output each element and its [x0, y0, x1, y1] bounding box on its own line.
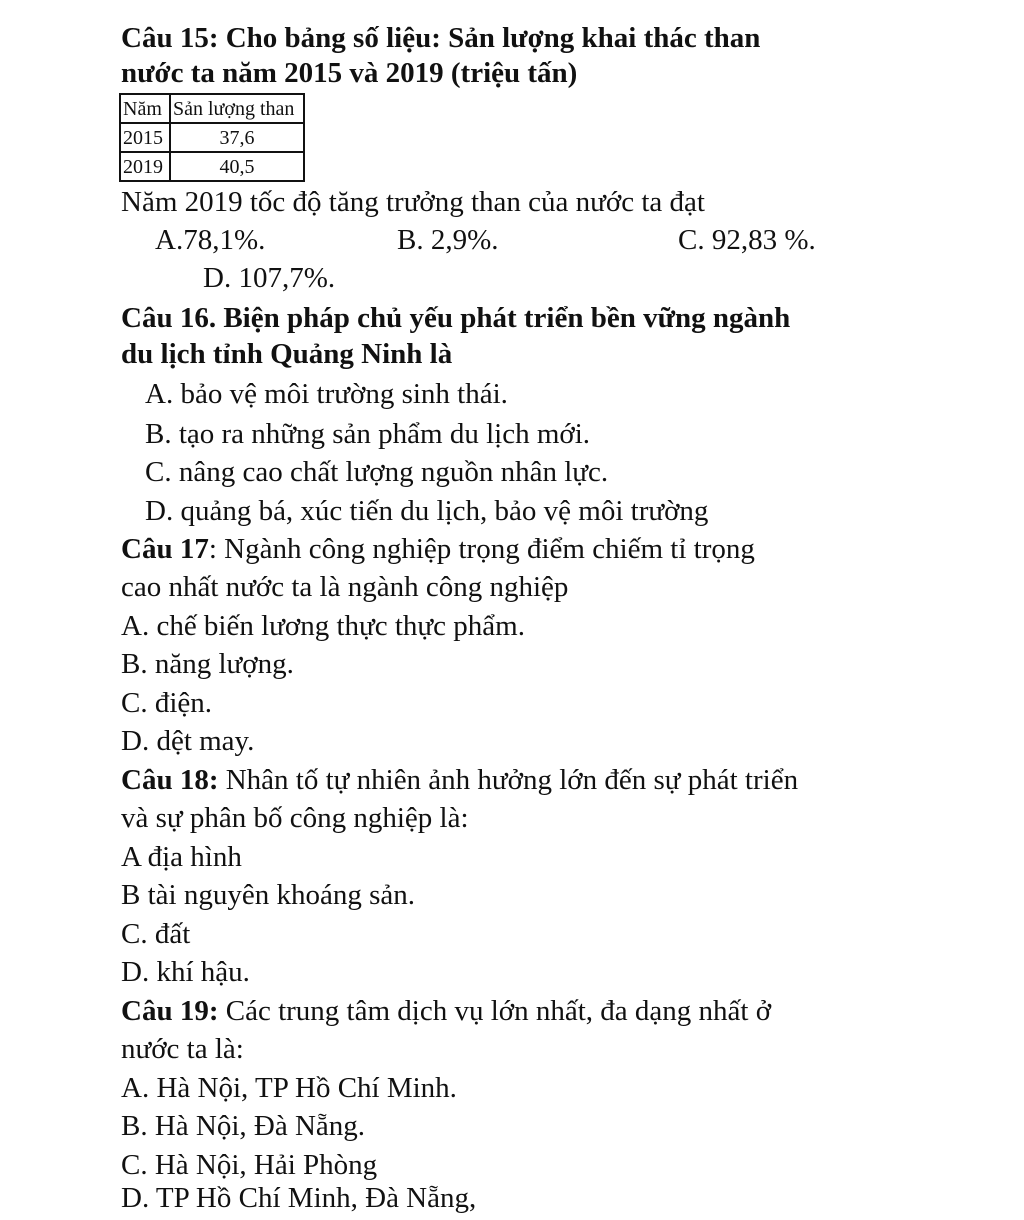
q16-option-d: D. quảng bá, xúc tiến du lịch, bảo vệ môi trường: [145, 495, 709, 527]
q19-question-cont: nước ta là:: [121, 1033, 244, 1065]
q17-option-d: D. dệt may.: [121, 725, 255, 757]
q15-option-c: C. 92,83 %.: [678, 224, 816, 256]
q19-option-a: A. Hà Nội, TP Hồ Chí Minh.: [121, 1072, 457, 1104]
q15-option-b: B. 2,9%.: [397, 224, 499, 256]
q17-option-c: C. điện.: [121, 687, 213, 719]
table-cell-output: 40,5: [170, 152, 304, 181]
table-row: [120, 152, 304, 181]
coal-output-table: [119, 93, 305, 182]
q15-option-a: A.78,1%.: [155, 224, 266, 256]
table-cell-output: 37,6: [170, 123, 304, 152]
q15-option-d: D. 107,7%.: [203, 262, 336, 294]
q18-text: Nhân tố tự nhiên ảnh hưởng lớn đến sự phát triển: [218, 764, 799, 796]
q18-label: Câu 18:: [121, 764, 219, 796]
q19-option-d: D. TP Hồ Chí Minh, Đà Nẵng,: [121, 1182, 477, 1214]
q17-option-b: B. năng lượng.: [121, 648, 294, 680]
q16-title: Câu 16. Biện pháp chủ yếu phát triển bền vững ngành: [121, 302, 791, 334]
q15-title: Câu 15: Cho bảng số liệu: Sản lượng khai thác than: [121, 22, 761, 54]
q16-option-a: A. bảo vệ môi trường sinh thái.: [145, 378, 508, 410]
q19-option-b: B. Hà Nội, Đà Nẵng.: [121, 1110, 366, 1142]
q19-option-c: C. Hà Nội, Hải Phòng: [121, 1149, 378, 1181]
table-cell-year: 2019: [120, 152, 170, 181]
q17-text: : Ngành công nghiệp trọng điểm chiếm tỉ trọng: [208, 533, 755, 565]
table-header-output: Sản lượng than: [170, 94, 304, 123]
q15-title-cont: nước ta năm 2015 và 2019 (triệu tấn): [121, 57, 578, 89]
q17-label: Câu 17: [121, 533, 209, 565]
q17-question: [121, 531, 755, 567]
q19-label: Câu 19:: [121, 995, 219, 1027]
q18-option-a: A địa hình: [121, 841, 242, 873]
q19-text: Các trung tâm dịch vụ lớn nhất, đa dạng nhất ở: [218, 995, 772, 1027]
q16-option-b: B. tạo ra những sản phẩm du lịch mới.: [145, 418, 591, 450]
q17-question-cont: cao nhất nước ta là ngành công nghiệp: [121, 571, 569, 603]
table-header-year: Năm: [120, 94, 170, 123]
q18-option-b: B tài nguyên khoáng sản.: [121, 879, 415, 911]
q16-option-c: C. nâng cao chất lượng nguồn nhân lực.: [145, 456, 609, 488]
q18-question: [121, 762, 798, 798]
q15-question: Năm 2019 tốc độ tăng trưởng than của nước ta đạt: [121, 186, 705, 218]
table-row: [120, 123, 304, 152]
q18-option-d: D. khí hậu.: [121, 956, 250, 988]
table-header-row: [120, 94, 304, 123]
table-cell-year: 2015: [120, 123, 170, 152]
q19-question: [121, 993, 771, 1029]
q18-option-c: C. đất: [121, 918, 191, 950]
q17-option-a: A. chế biến lương thực thực phẩm.: [121, 610, 525, 642]
q16-title-cont: du lịch tỉnh Quảng Ninh là: [121, 338, 453, 370]
q18-question-cont: và sự phân bố công nghiệp là:: [121, 802, 469, 834]
